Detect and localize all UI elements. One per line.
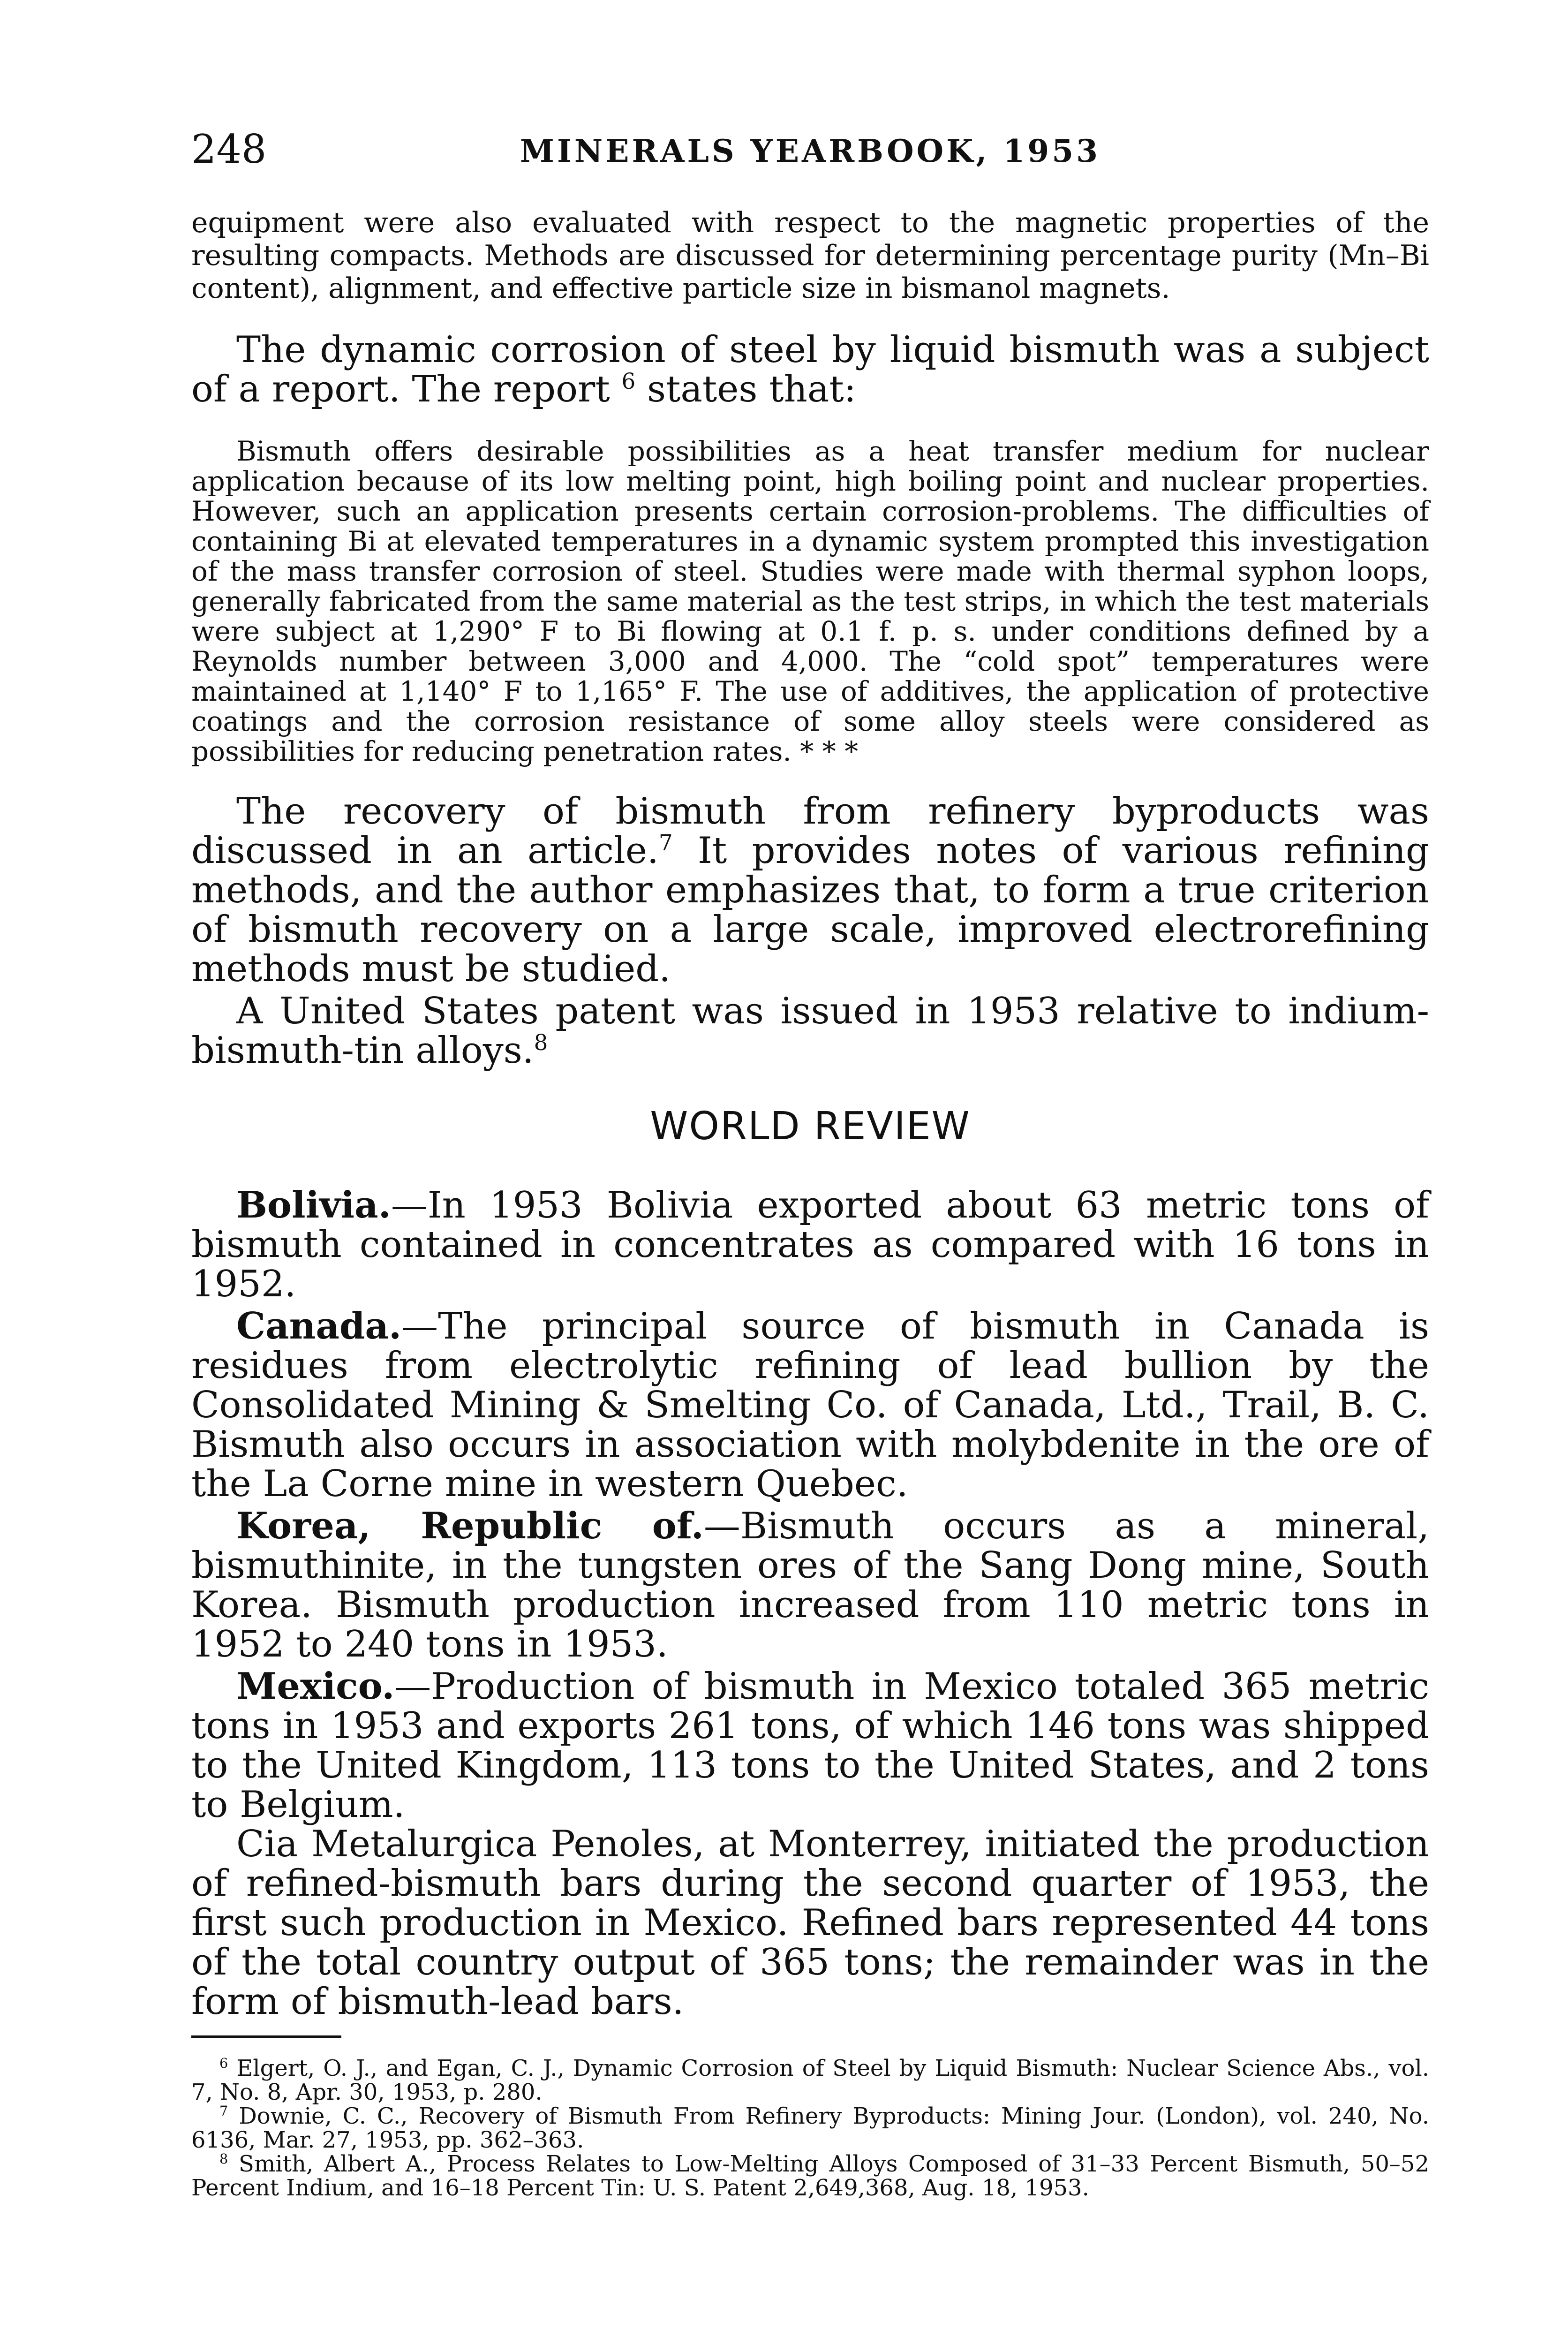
- country-paragraph-canada: [191, 1307, 1429, 1504]
- footnote-rule: [191, 2035, 341, 2038]
- footnote-text: Smith, Albert A., Process Relates to Low-Melting Alloys Composed of 31–33 Percent Bismuth, 50–52 Percent Indium, and 16–18 Percent Tin: U. S. Patent 2,649,368, Aug. 18, 1953.: [191, 2151, 1429, 2201]
- country-text: —In 1953 Bolivia exported about 63 metric tons of bismuth contained in concentrates as compared with 16 tons in 1952.: [191, 1184, 1429, 1305]
- section-heading: WORLD REVIEW: [650, 1104, 971, 1149]
- footnote-ref: 8: [534, 1030, 548, 1056]
- country-text: —The principal source of bismuth in Canada is residues from electrolytic refining of lead bullion by the Consolidated Mining & Smelting Co. of Canada, Ltd., Trail, B. C. Bismuth also occurs in association with molybdenite in the ore of the La Corne mine in western Quebec.: [191, 1305, 1429, 1505]
- footnote-mark: 8: [219, 2151, 228, 2167]
- footnote-text: Elgert, O. J., and Egan, C. J., Dynamic Corrosion of Steel by Liquid Bismuth: Nuclear Science Abs., vol. 7, No. 8, Apr. 30, 1953, p. 280.: [191, 2055, 1429, 2105]
- mexico-continued-paragraph: Cia Metalurgica Penoles, at Monterrey, initiated the production of refined-bismuth bars during the second quarter of 1953, the first such production in Mexico. Refined bars represented 44 tons of the total country output of 365 tons; the remainder was in the form of bismuth-lead bars.: [191, 1823, 1429, 2023]
- country-name: Korea, Republic of.: [236, 1505, 704, 1547]
- corrosion-paragraph: [191, 330, 1429, 409]
- footnote-mark: 7: [219, 2103, 228, 2119]
- book-title: MINERALS YEARBOOK, 1953: [520, 133, 1101, 169]
- footnote-mark: 6: [219, 2055, 228, 2071]
- footnote-ref: 7: [658, 831, 673, 856]
- country-name: Canada.: [236, 1305, 402, 1347]
- country-name: Mexico.: [236, 1665, 395, 1708]
- corrosion-text: The dynamic corrosion of steel by liquid bismuth was a subject of a report. The report: [191, 329, 1429, 410]
- running-head: [191, 126, 1429, 177]
- page-number: 248: [191, 126, 267, 172]
- recovery-text: The recovery of bismuth from refinery byproducts was discussed in an article.: [191, 790, 1429, 872]
- country-paragraph-bolivia: [191, 1186, 1429, 1304]
- footnote: [191, 2152, 1429, 2200]
- country-paragraph-korea: [191, 1506, 1429, 1664]
- footnote-text: Downie, C. C., Recovery of Bismuth From Refinery Byproducts: Mining Jour. (London), vol. 240, No. 6136, Mar. 27, 1953, pp. 362–363.: [191, 2103, 1429, 2153]
- patent-paragraph: [191, 991, 1429, 1070]
- recovery-text-end: It provides notes of various refining methods, and the author emphasizes that, to form a true criterion of bismuth recovery on a large scale, improved electrorefining methods must be studied.: [191, 830, 1429, 990]
- corrosion-text-end: states that:: [647, 368, 856, 410]
- footnote-ref: 6: [621, 369, 636, 394]
- recovery-paragraph: [191, 792, 1429, 989]
- country-text: —Bismuth occurs as a mineral, bismuthinite, in the tungsten ores of the Sang Dong mine, South Korea. Bismuth production increased from 110 metric tons in 1952 to 240 tons in 1953.: [191, 1505, 1430, 1665]
- intro-paragraph: equipment were also evaluated with respect to the magnetic properties of the resulting compacts. Methods are discussed for determining percentage purity (Mn–Bi content), alignment, and effective particle size in bismanol magnets.: [191, 206, 1429, 305]
- footnote: [191, 2104, 1429, 2152]
- country-paragraph-mexico: [191, 1667, 1429, 1824]
- text-column: [191, 206, 1429, 2200]
- patent-text: A United States patent was issued in 1953 relative to indium-bismuth-tin alloys.: [191, 990, 1429, 1072]
- block-quote: Bismuth offers desirable possibilities as a heat transfer medium for nuclear application because of its low melting point, high boiling point and nuclear properties. However, such an application presents certain corrosion-problems. The difficulties of containing Bi at elevated temperatures in a dynamic system prompted this investigation of the mass transfer corrosion of steel. Studies were made with thermal syphon loops, generally fabricated from the same material as the test strips, in which the test materials were subject at 1,290° F to Bi flowing at 0.1 f. p. s. under conditions defined by a Reynolds number between 3,000 and 4,000. The “cold spot” temperatures were maintained at 1,140° F to 1,165° F. The use of additives, the application of protective coatings and the corrosion resistance of some alloy steels were considered as possibilities for reducing penetration rates. * * *: [191, 435, 1429, 767]
- country-text: —Production of bismuth in Mexico totaled 365 metric tons in 1953 and exports 261 tons, of which 146 tons was shipped to the United Kingdom, 113 tons to the United States, and 2 tons to Belgium.: [191, 1665, 1429, 1826]
- country-name: Bolivia.: [236, 1184, 391, 1226]
- footnote: [191, 2057, 1429, 2104]
